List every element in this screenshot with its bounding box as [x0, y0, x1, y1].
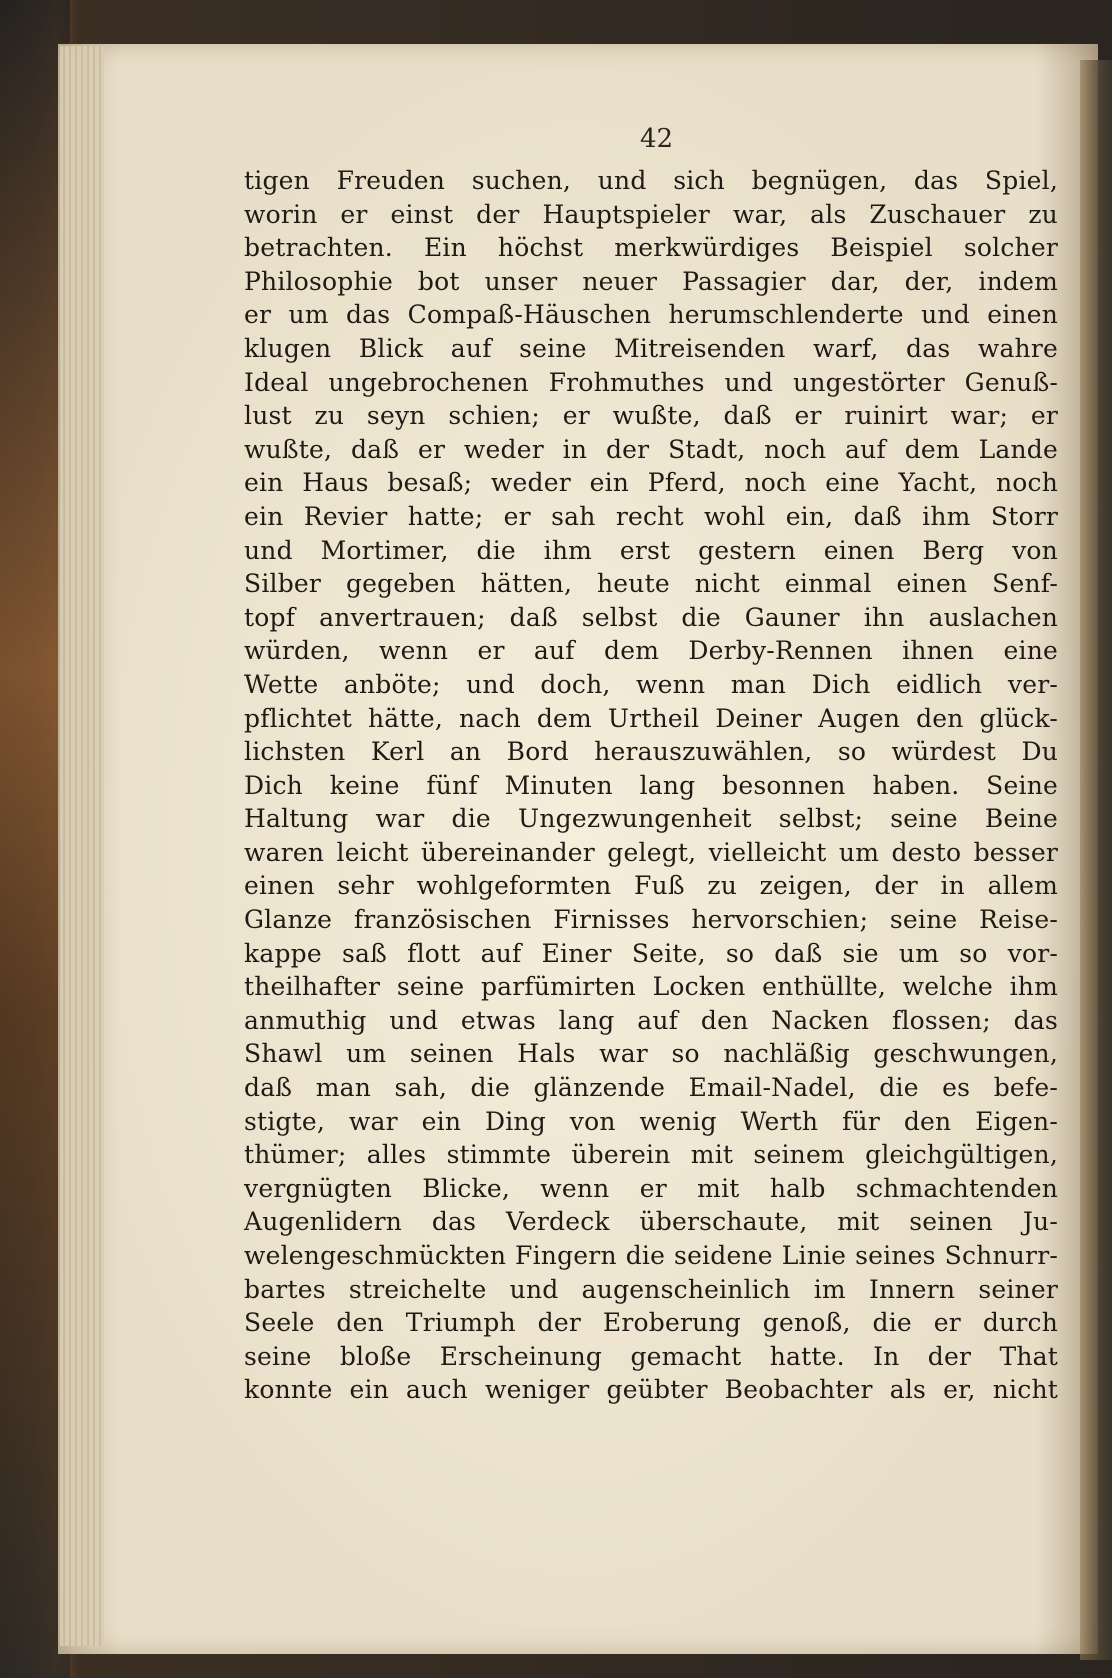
text-line: Ideal ungebrochenen Frohmuthes und ungestörter Genuß-	[244, 367, 1058, 397]
text-line: seine bloße Erscheinung gemacht hatte. In der That	[244, 1341, 1058, 1371]
text-line: konnte ein auch weniger geübter Beobachter als er, nicht	[244, 1375, 1058, 1405]
text-line: Silber gegeben hätten, heute nicht einmal einen Senf-	[244, 569, 1058, 599]
text-line: lust zu seyn schien; er wußte, daß er ruinirt war; er	[244, 401, 1058, 431]
page-stack-edges	[60, 46, 104, 1646]
text-line: topf anvertrauen; daß selbst die Gauner ihn auslachen	[244, 602, 1058, 632]
body-text	[244, 164, 1058, 1407]
gutter-shadow	[1080, 60, 1112, 1660]
text-line: er um das Compaß-Häuschen herumschlenderte und einen	[244, 300, 1058, 330]
text-line: Shawl um seinen Hals war so nachläßig geschwungen,	[244, 1039, 1058, 1069]
text-line: würden, wenn er auf dem Derby-Rennen ihnen eine	[244, 636, 1058, 666]
text-line: Philosophie bot unser neuer Passagier dar, der, indem	[244, 266, 1058, 296]
text-line: bartes streichelte und augenscheinlich im Innern seiner	[244, 1274, 1058, 1304]
text-line: vergnügten Blicke, wenn er mit halb schmachtenden	[244, 1173, 1058, 1203]
text-line: betrachten. Ein höchst merkwürdiges Beispiel solcher	[244, 233, 1058, 263]
text-line: pflichtet hätte, nach dem Urtheil Deiner Augen den glück-	[244, 703, 1058, 733]
text-line: kappe saß flott auf Einer Seite, so daß sie um so vor-	[244, 938, 1058, 968]
text-line: ein Haus besaß; weder ein Pferd, noch eine Yacht, noch	[244, 468, 1058, 498]
text-line: waren leicht übereinander gelegt, vielleicht um desto besser	[244, 837, 1058, 867]
text-line: thümer; alles stimmte überein mit seinem gleichgültigen,	[244, 1140, 1058, 1170]
text-line: Glanze französischen Firnisses hervorschien; seine Reise-	[244, 905, 1058, 935]
text-line: ein Revier hatte; er sah recht wohl ein, daß ihm Storr	[244, 501, 1058, 531]
text-line: lichsten Kerl an Bord herauszuwählen, so würdest Du	[244, 737, 1058, 767]
text-line: klugen Blick auf seine Mitreisenden warf, das wahre	[244, 333, 1058, 363]
text-line: Haltung war die Ungezwungenheit selbst; seine Beine	[244, 804, 1058, 834]
text-line: stigte, war ein Ding von wenig Werth für den Eigen-	[244, 1106, 1058, 1136]
text-line: Augenlidern das Verdeck überschaute, mit seinen Ju-	[244, 1207, 1058, 1237]
text-line: theilhafter seine parfümirten Locken enthüllte, welche ihm	[244, 972, 1058, 1002]
text-line: einen sehr wohlgeformten Fuß zu zeigen, der in allem	[244, 871, 1058, 901]
text-line: Seele den Triumph der Eroberung genoß, die er durch	[244, 1308, 1058, 1338]
page-number: 42	[640, 124, 674, 154]
text-line: daß man sah, die glänzende Email-Nadel, die es befe-	[244, 1073, 1058, 1103]
text-line: und Mortimer, die ihm erst gestern einen Berg von	[244, 535, 1058, 565]
text-line: tigen Freuden suchen, und sich begnügen, das Spiel,	[244, 166, 1058, 195]
text-line: worin er einst der Hauptspieler war, als Zuschauer zu	[244, 199, 1058, 229]
text-line: wußte, daß er weder in der Stadt, noch auf dem Lande	[244, 434, 1058, 464]
text-line: Wette anböte; und doch, wenn man Dich eidlich ver-	[244, 669, 1058, 699]
text-line: Dich keine fünf Minuten lang besonnen haben. Seine	[244, 770, 1058, 800]
text-line: welengeschmückten Fingern die seidene Linie seines Schnurr-	[244, 1241, 1058, 1270]
text-line: anmuthig und etwas lang auf den Nacken flossen; das	[244, 1005, 1058, 1035]
